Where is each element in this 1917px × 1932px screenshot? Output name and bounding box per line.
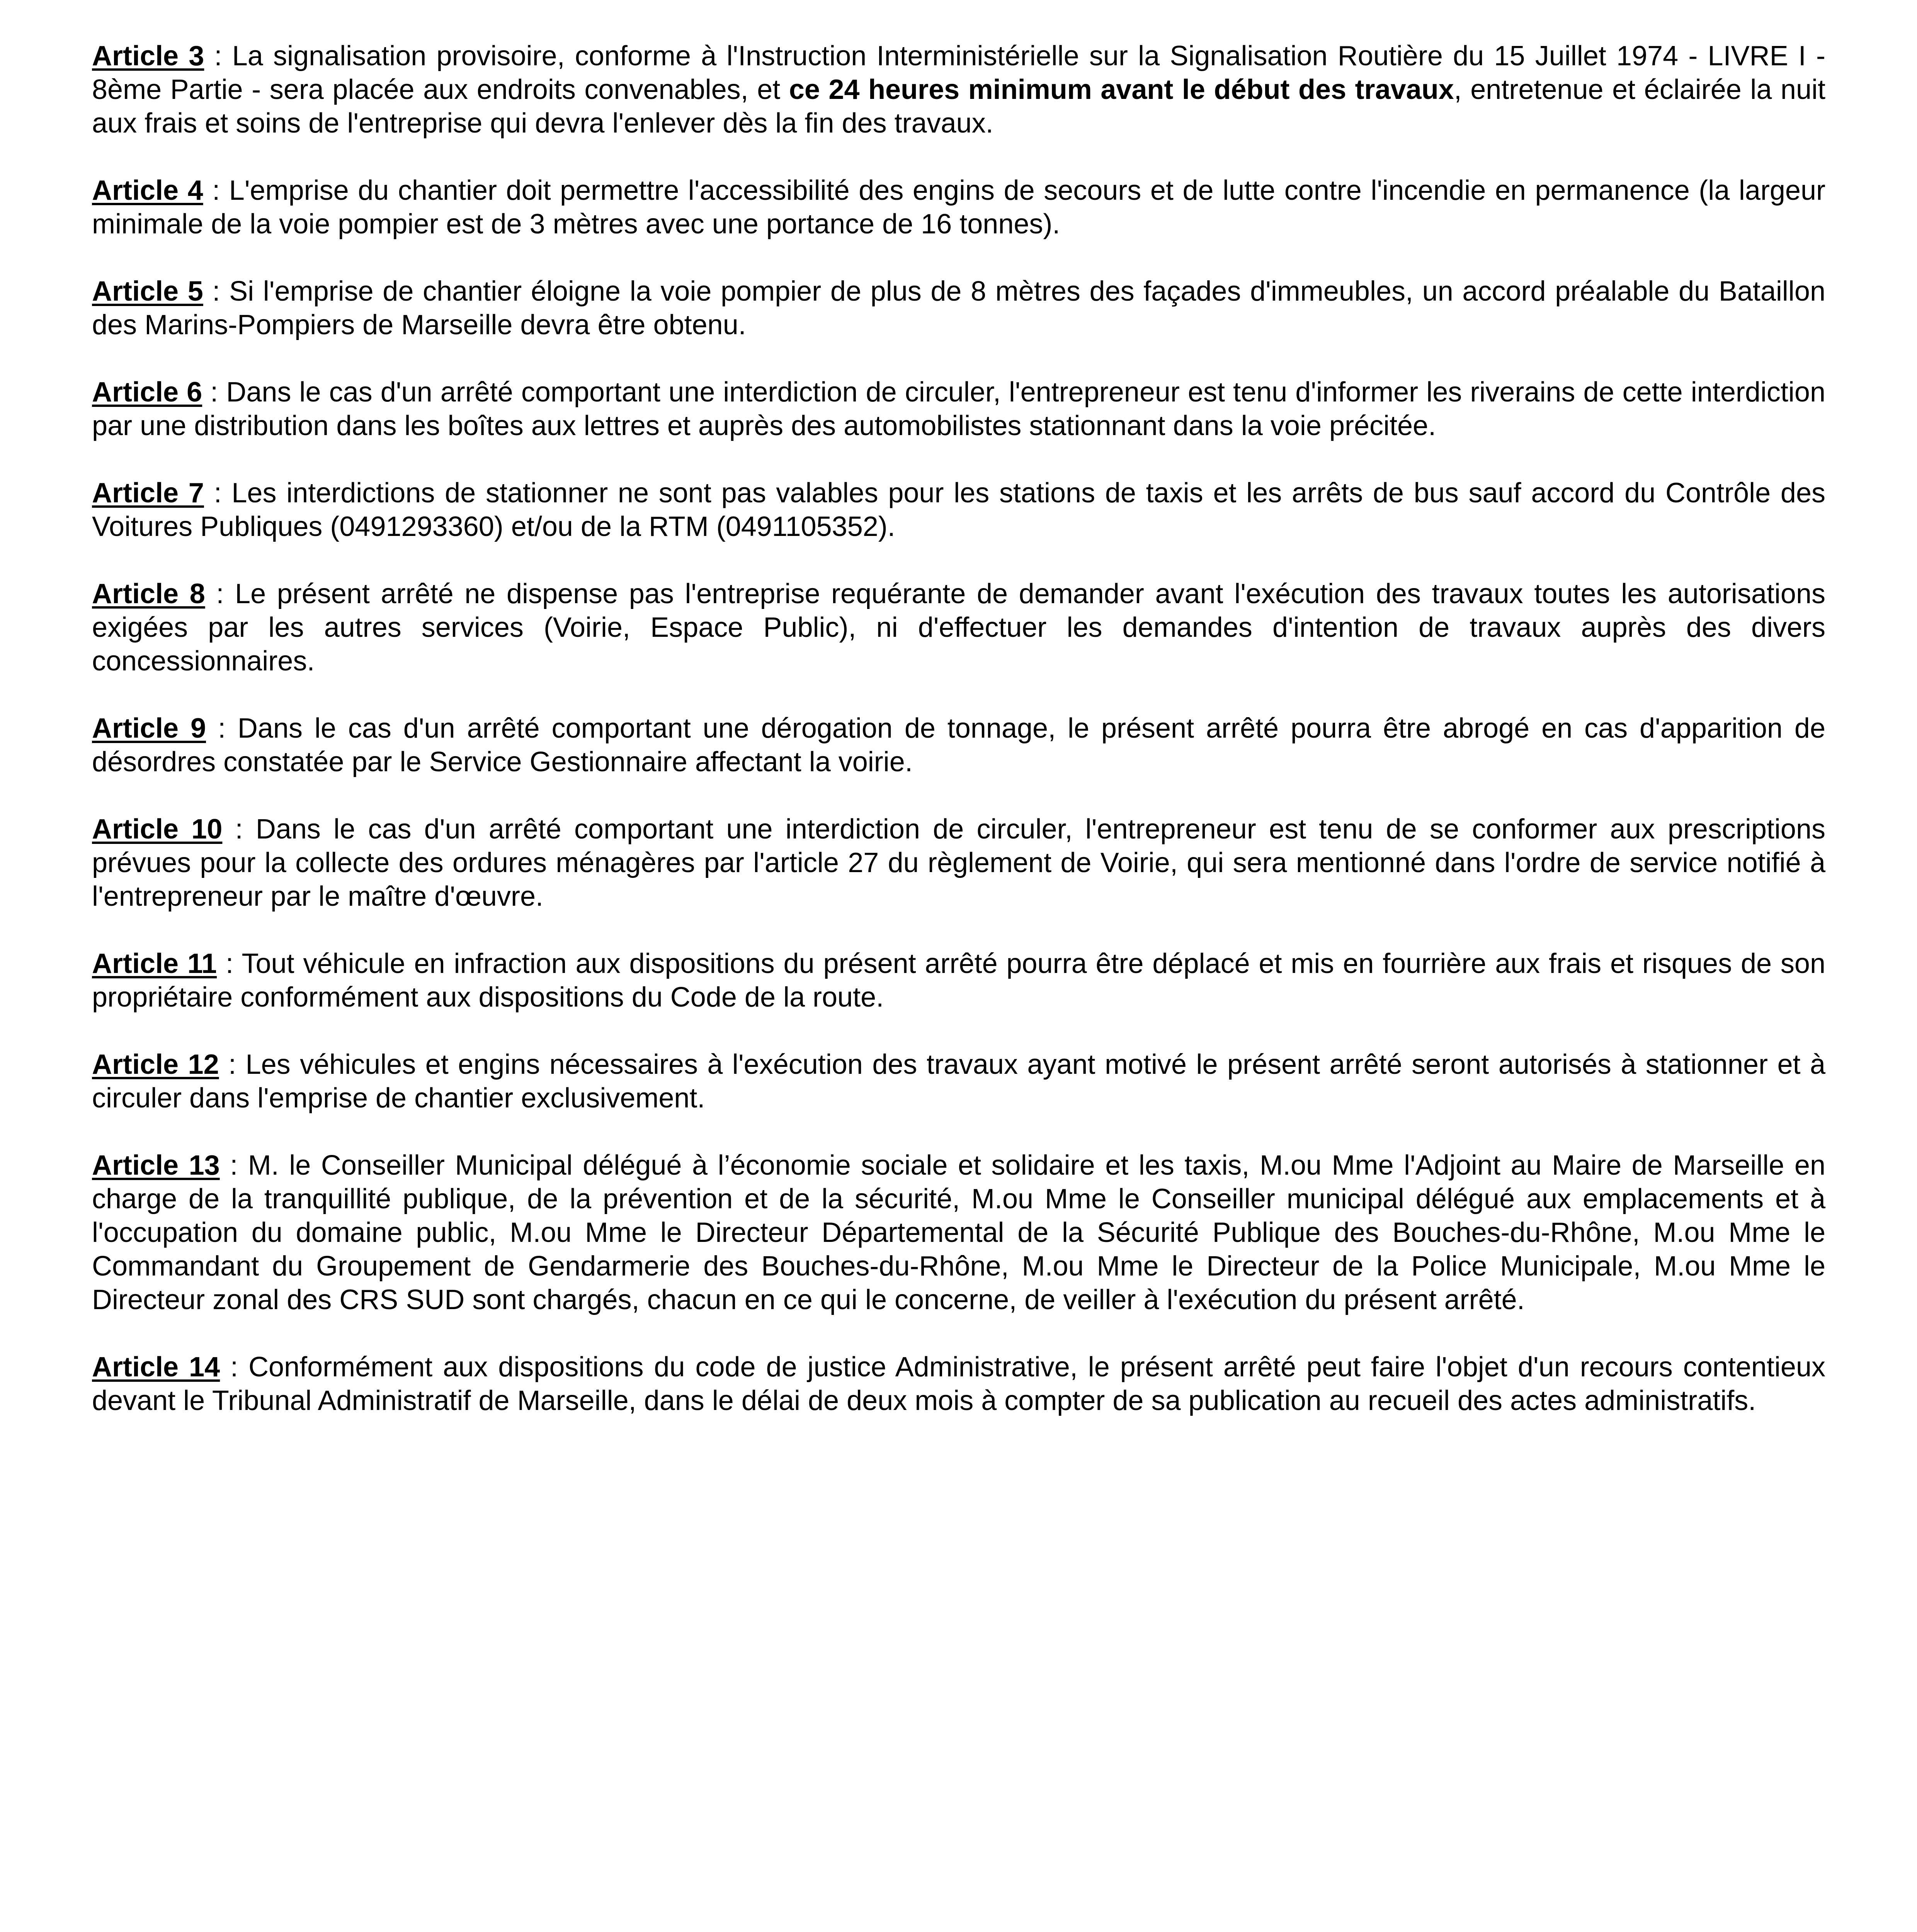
article-text: Dans le cas d'un arrêté comportant une dérogation de tonnage, le présent arrêté pourra être abrogé en cas d'apparition de désordres constatée par le Service Gestionnaire affectant la voirie. [92, 713, 1826, 777]
article-text: Dans le cas d'un arrêté comportant une interdiction de circuler, l'entrepreneur est tenu d'informer les riverains de cette interdiction par une distribution dans les boîtes aux lettres et auprès des automobilistes stationnant dans la voie précitée. [92, 377, 1825, 441]
article-label: Article 4 [92, 175, 203, 206]
article-separator: : [205, 578, 235, 609]
article-text-end: , entretenue et éclairée la nuit aux frais et soins de l'entreprise qui devra l'enlever dès la fin des travaux. [92, 74, 1825, 139]
article-separator: : [219, 1049, 246, 1080]
article-text: M. le Conseiller Municipal délégué à l’économie sociale et solidaire et les taxis, M.ou Mme l'Adjoint au Maire de Marseille en charge de la tranquillité publique, de la prévention et de la sécurité, M.ou Mme le Conseiller municipal délégué aux emplacements et à l'occupation du domaine public, M.ou Mme le Directeur Départemental de la Sécurité Publique des Bouches-du-Rhône, M.ou Mme le Commandant du Groupement de Gendarmerie des Bouches-du-Rhône, M.ou Mme le Directeur de la Police Municipale, M.ou Mme le Directeur zonal des CRS SUD sont chargés, chacun en ce qui le concerne, de veiller à l'exécution du présent arrêté. [92, 1150, 1825, 1315]
article-label: Article 6 [92, 377, 202, 408]
article-3 [92, 39, 1825, 140]
article-text: Les interdictions de stationner ne sont pas valables pour les stations de taxis et les arrêts de bus sauf accord du Contrôle des Voitures Publiques (0491293360) et/ou de la RTM (0491105352). [92, 478, 1825, 542]
article-separator: : [206, 713, 238, 744]
article-label: Article 14 [92, 1352, 220, 1383]
article-separator: : [203, 175, 229, 206]
article-label: Article 3 [92, 41, 204, 71]
article-14 [92, 1350, 1825, 1418]
article-separator: : [222, 814, 256, 845]
article-text: Si l'emprise de chantier éloigne la voie pompier de plus de 8 mètres des façades d'immeubles, un accord préalable du Bataillon des Marins-Pompiers de Marseille devra être obtenu. [92, 276, 1826, 340]
article-separator: : [202, 377, 226, 408]
article-4 [92, 174, 1825, 241]
article-7 [92, 476, 1825, 544]
article-label: Article 12 [92, 1049, 219, 1080]
article-text: La signalisation provisoire, conforme à l'Instruction Interministérielle sur la Signalisation Routière du 15 Juillet 1974 - LIVRE I - 8ème Partie - sera placée aux endroits convenables, et [92, 41, 1826, 105]
article-8 [92, 577, 1825, 678]
article-separator: : [219, 1150, 248, 1181]
article-text: Conformément aux dispositions du code de justice Administrative, le présent arrêté peut faire l'objet d'un recours contentieux devant le Tribunal Administratif de Marseille, dans le délai de deux mois à compter de sa publication au recueil des actes administratifs. [92, 1352, 1825, 1416]
article-5 [92, 275, 1825, 342]
article-text: Tout véhicule en infraction aux dispositions du présent arrêté pourra être déplacé et mis en fourrière aux frais et risques de son propriétaire conformément aux dispositions du Code de la route. [92, 948, 1825, 1013]
article-10 [92, 813, 1825, 913]
article-6 [92, 376, 1825, 443]
article-12 [92, 1048, 1825, 1115]
article-text: L'emprise du chantier doit permettre l'accessibilité des engins de secours et de lutte contre l'incendie en permanence (la largeur minimale de la voie pompier est de 3 mètres avec une portance de 16 tonnes). [92, 175, 1825, 240]
article-separator: : [204, 41, 232, 71]
article-separator: : [220, 1352, 249, 1383]
article-label: Article 11 [92, 948, 217, 979]
article-text: Dans le cas d'un arrêté comportant une interdiction de circuler, l'entrepreneur est tenu de se conformer aux prescriptions prévues pour la collecte des ordures ménagères par l'article 27 du règlement de Voirie, qui sera mentionné dans l'ordre de service notifié à l'entrepreneur par le maître d'œuvre. [92, 814, 1825, 912]
article-separator: : [203, 276, 230, 307]
article-label: Article 5 [92, 276, 203, 307]
article-separator: : [204, 478, 232, 509]
article-separator: : [217, 948, 242, 979]
article-9 [92, 712, 1825, 779]
article-13 [92, 1149, 1825, 1317]
article-label: Article 10 [92, 814, 223, 845]
article-label: Article 13 [92, 1150, 220, 1181]
article-11 [92, 947, 1825, 1014]
article-text: Les véhicules et engins nécessaires à l'exécution des travaux ayant motivé le présent arrêté seront autorisés à stationner et à circuler dans l'emprise de chantier exclusivement. [92, 1049, 1825, 1114]
article-label: Article 8 [92, 578, 205, 609]
articles-section [92, 39, 1825, 1451]
article-text: Le présent arrêté ne dispense pas l'entreprise requérante de demander avant l'exécution des travaux toutes les autorisations exigées par les autres services (Voirie, Espace Public), ni d'effectuer les demandes d'intention de travaux auprès des divers concessionnaires. [92, 578, 1825, 677]
article-label: Article 7 [92, 478, 204, 509]
article-emphasis: ce 24 heures minimum avant le début des travaux [789, 74, 1454, 105]
article-label: Article 9 [92, 713, 206, 744]
